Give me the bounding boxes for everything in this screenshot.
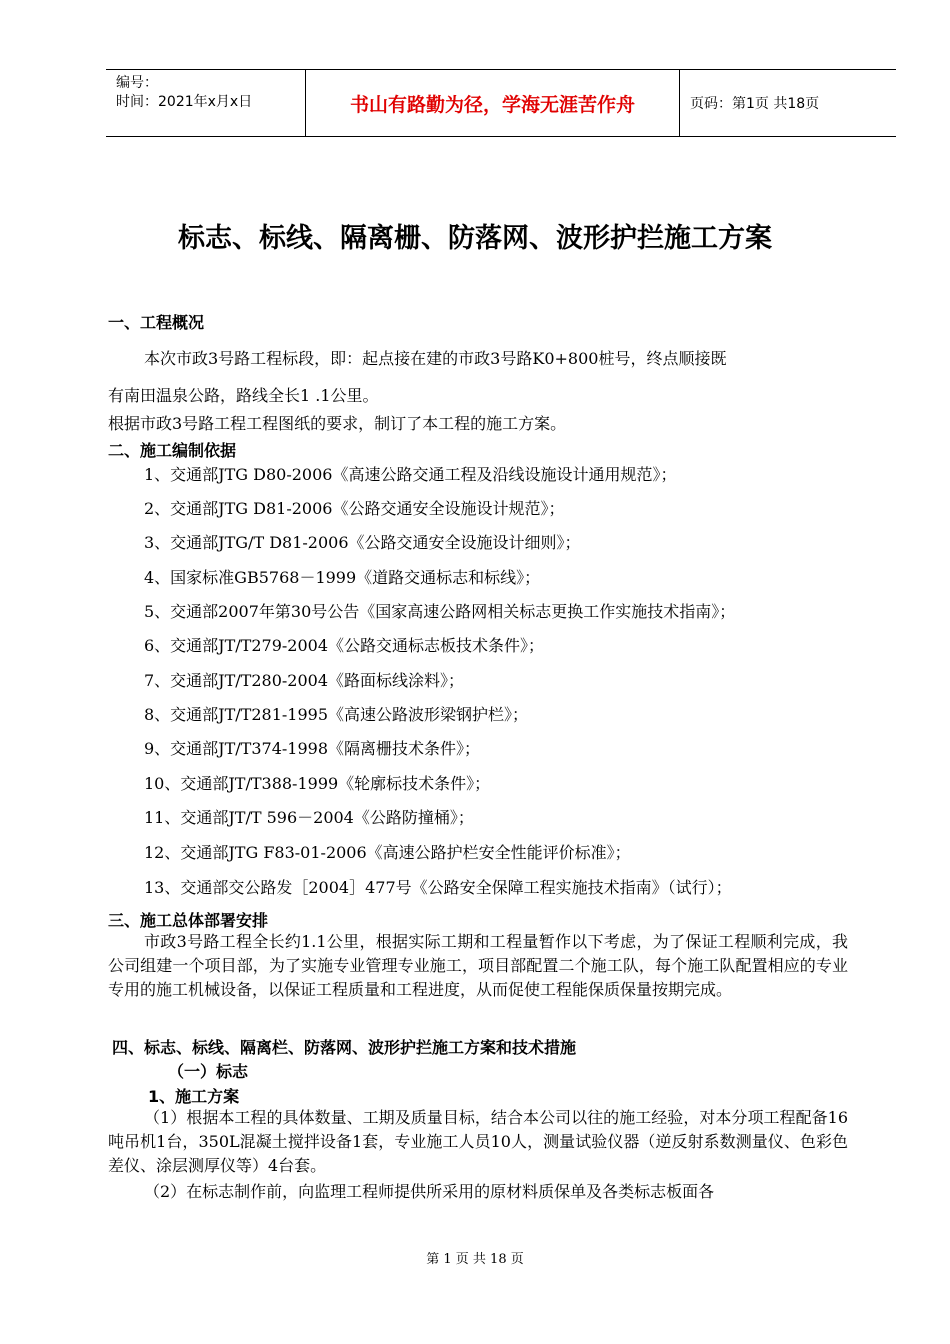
basis-item: 3、交通部JTG/T D81-2006《公路交通安全设施设计细则》； — [144, 533, 581, 552]
basis-item: 1、交通部JTG D80-2006《高速公路交通工程及沿线设施设计通用规范》； — [144, 465, 677, 484]
section3-heading: 三、施工总体部署安排 — [108, 911, 269, 930]
number-label: 编号： — [116, 75, 158, 91]
basis-item: 12、交通部JTG F83-01-2006《高速公路护栏安全性能评价标准》； — [144, 843, 631, 862]
section4-para1: （1）根据本工程的具体数量、工期及质量目标，结合本公司以往的施工经验，对本分项工程配备16吨吊机1台，350L混凝土搅拌设备1套，专业施工人员10人，测量试验仪器（逆反射系数测量仪、色彩色差仪、涂层测厚仪等）4台套。 — [108, 1108, 848, 1175]
basis-item: 13、交通部交公路发［2004］477号《公路安全保障工程实施技术指南》（试行）； — [144, 878, 732, 897]
section1-heading: 一、工程概况 — [108, 313, 205, 332]
basis-item: 11、交通部JT/T 596－2004《公路防撞桶》； — [144, 808, 474, 827]
section1-para2: 根据市政3号路工程工程图纸的要求，制订了本工程的施工方案。 — [108, 414, 567, 433]
basis-item: 4、国家标准GB5768－1999《道路交通标志和标线》； — [144, 568, 541, 587]
basis-item: 8、交通部JT/T281-1995《高速公路波形梁钢护栏》； — [144, 705, 528, 724]
basis-item: 10、交通部JT/T388-1999《轮廓标技术条件》； — [144, 774, 491, 793]
basis-item: 7、交通部JT/T280-2004《路面标线涂料》； — [144, 671, 464, 690]
header-meta — [106, 70, 306, 136]
section4-heading: 四、标志、标线、隔离栏、防落网、波形护拦施工方案和技术措施 — [112, 1038, 577, 1057]
section2-heading: 二、施工编制依据 — [108, 441, 237, 460]
section4-sub2: 1、施工方案 — [148, 1087, 240, 1106]
section1-para1-line1: 本次市政3号路工程标段，即：起点接在建的市政3号路K0+800桩号，终点顺接既 — [144, 349, 727, 368]
section4-sub1: （一）标志 — [168, 1062, 249, 1081]
basis-item: 5、交通部2007年第30号公告《国家高速公路网相关标志更换工作实施技术指南》； — [144, 602, 736, 621]
time-label: 时间：2021年x月x日 — [116, 94, 253, 110]
section1-para1-line2: 有南田温泉公路，路线全长1 .1公里。 — [108, 386, 379, 405]
header-motto: 书山有路勤为径，学海无涯苦作舟 — [306, 70, 680, 136]
basis-item: 2、交通部JTG D81-2006《公路交通安全设施设计规范》； — [144, 499, 565, 518]
header-page-info: 页码：第1页 共18页 — [690, 96, 820, 112]
page-footer: 第 1 页 共 18 页 — [426, 1252, 524, 1267]
page-header — [106, 69, 896, 137]
section3-para: 市政3号路工程全长约1.1公里，根据实际工期和工程量暂作以下考虑，为了保证工程顺利完成，我公司组建一个项目部，为了实施专业管理专业施工，项目部配置二个施工队，每个施工队配置相应的专业专用的施工机械设备，以保证工程质量和工程进度，从而促使工程能保质保量按期完成。 — [108, 932, 848, 999]
document-title: 标志、标线、隔离栅、防落网、波形护拦施工方案 — [178, 223, 772, 254]
section4-para2: （2）在标志制作前，向监理工程师提供所采用的原材料质保单及各类标志板面各 — [144, 1182, 715, 1201]
basis-item: 6、交通部JT/T279-2004《公路交通标志板技术条件》； — [144, 636, 544, 655]
basis-item: 9、交通部JT/T374-1998《隔离栅技术条件》； — [144, 739, 480, 758]
